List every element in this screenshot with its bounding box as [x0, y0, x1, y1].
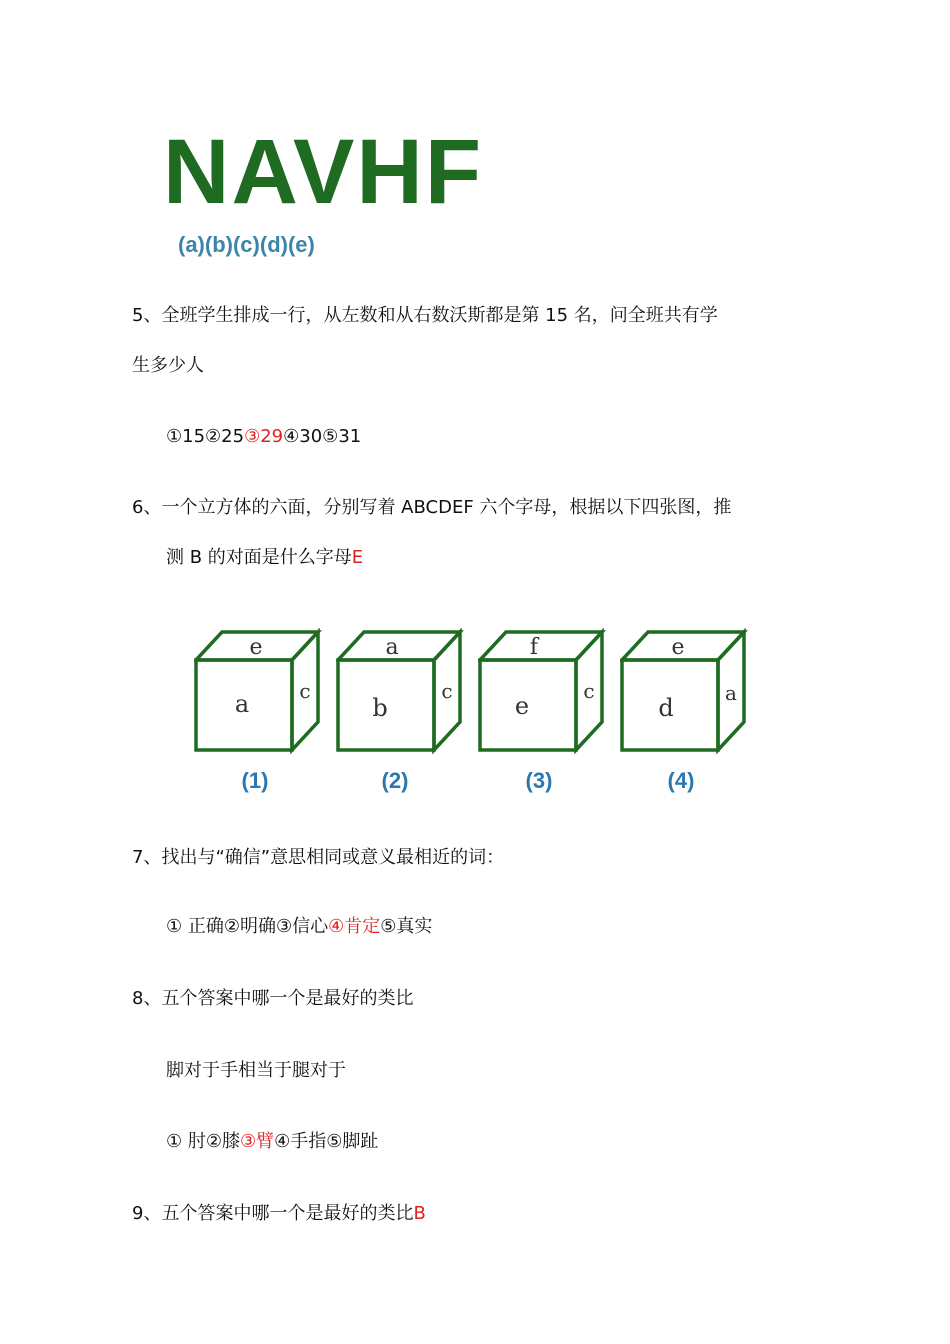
cube-1: [194, 628, 324, 756]
q8-text-line2: 脚对于手相当于腿对于: [166, 1060, 346, 1081]
cube-1-top-letter: e: [249, 635, 263, 660]
cube-4-top-letter: e: [671, 635, 685, 660]
q5-answer-option: ③29: [244, 426, 284, 447]
q6-text-line2: [166, 546, 363, 570]
cube-1-label: (1): [241, 768, 269, 793]
cube-3-front-letter: e: [514, 692, 530, 720]
cube-1-front-letter: a: [234, 690, 250, 718]
q5-text-line1: 5、全班学生排成一行，从左数和从右数沃斯都是第 15 名，问全班共有学: [132, 305, 718, 326]
q6-text-line1: 6、一个立方体的六面，分别写着 ABCDEF 六个字母，根据以下四张图，推: [132, 497, 732, 518]
cube-3-top-letter: f: [529, 635, 539, 660]
q5-options: [166, 425, 361, 449]
q5-option-group-1: ①15②25: [166, 426, 245, 447]
cube-4-front-letter: d: [658, 694, 674, 722]
q7-answer-option: ④肯定: [328, 916, 381, 937]
cube-1-side-letter: c: [299, 679, 311, 703]
letter-labels: (a)(b)(c)(d)(e): [178, 232, 315, 257]
letter-sequence: NAVHF: [163, 121, 484, 223]
q6-question: 测 B 的对面是什么字母: [166, 547, 352, 568]
q8-options: [166, 1130, 378, 1154]
q8-text-line1: 8、五个答案中哪一个是最好的类比: [132, 988, 414, 1009]
cube-2-front-letter: b: [372, 694, 388, 722]
q5-text-line2: 生多少人: [132, 355, 204, 376]
cube-4-label: (4): [667, 768, 695, 793]
q7-text-line1: 7、找出与“确信”意思相同或意义最相近的词：: [132, 847, 505, 868]
q5-option-group-2: ④30⑤31: [283, 426, 362, 447]
cube-2-top-letter: a: [385, 635, 399, 660]
cube-2-side-letter: c: [441, 679, 453, 703]
cube-4: [620, 628, 750, 756]
q7-option-group-2: ⑤真实: [380, 916, 433, 937]
cube-2: [336, 628, 466, 756]
q8-answer-option: ③臂: [240, 1131, 275, 1152]
q9-answer: B: [413, 1203, 426, 1224]
q6-answer: E: [351, 547, 364, 568]
q7-option-group-1: ① 正确②明确③信心: [166, 916, 329, 937]
cube-2-label: (2): [381, 768, 409, 793]
q9-text-line1: [132, 1202, 426, 1226]
q8-option-group-1: ① 肘②膝: [166, 1131, 240, 1152]
cube-3: [478, 628, 608, 756]
q9-question: 9、五个答案中哪一个是最好的类比: [132, 1203, 414, 1224]
cube-4-side-letter: a: [725, 681, 737, 705]
cube-3-label: (3): [525, 768, 553, 793]
cube-3-side-letter: c: [583, 679, 595, 703]
q7-options: [166, 915, 432, 939]
q8-option-group-2: ④手指⑤脚趾: [274, 1131, 379, 1152]
cube-figure: [190, 628, 750, 800]
